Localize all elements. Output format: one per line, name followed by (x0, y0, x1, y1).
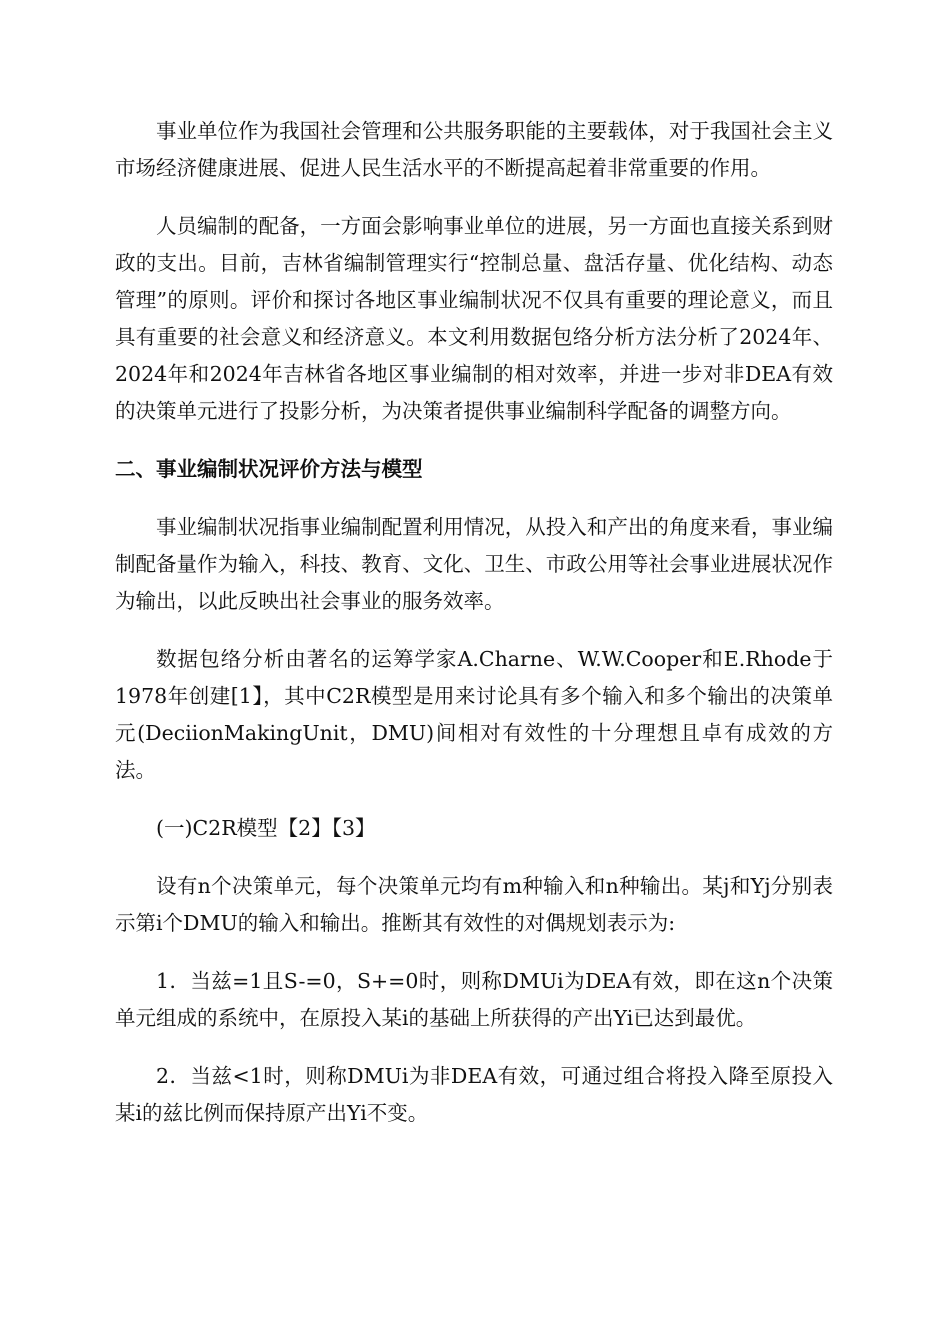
subsection-heading: (一)C2R模型【2】【3】 (156, 816, 376, 840)
section-heading: 二、事业编制状况评价方法与模型 (115, 457, 423, 481)
paragraph-dea-origin: 数据包络分析由著名的运筹学家A.Charne、W.W.Cooper和E.Rhode于1978年创建[1】，其中C2R模型是用来讨论具有多个输入和多个输出的决策单元(DeciionMakingUnit，DMU)间相对有效性的十分理想且卓有成效的方法。 (115, 647, 833, 782)
paragraph-definition: 事业编制状况指事业编制配置利用情况，从投入和产出的角度来看，事业编制配备量作为输入，科技、教育、文化、卫生、市政公用等社会事业进展状况作为输出，以此反映出社会事业的服务效率。 (115, 515, 833, 613)
paragraph-condition-2: 2．当兹<1时，则称DMUi为非DEA有效，可通过组合将投入降至原投入某i的兹比例而保持原产出Yi不变。 (115, 1064, 833, 1125)
document-page (115, 113, 833, 1132)
paragraph-intro: 事业单位作为我国社会管理和公共服务职能的主要载体，对于我国社会主义市场经济健康进展、促进人民生活水平的不断提高起着非常重要的作用。 (115, 119, 833, 180)
paragraph-model-setup: 设有n个决策单元，每个决策单元均有m种输入和n种输出。某j和Yj分别表示第i个DMU的输入和输出。推断其有效性的对偶规划表示为: (115, 874, 833, 935)
paragraph-condition-1: 1．当兹=1且S-=0，S+=0时，则称DMUi为DEA有效，即在这n个决策单元组成的系统中，在原投入某i的基础上所获得的产出Yi已达到最优。 (115, 969, 833, 1030)
paragraph-staffing: 人员编制的配备，一方面会影响事业单位的进展，另一方面也直接关系到财政的支出。目前，吉林省编制管理实行“控制总量、盘活存量、优化结构、动态管理”的原则。评价和探讨各地区事业编制状况不仅具有重要的理论意义，而且具有重要的社会意义和经济意义。本文利用数据包络分析方法分析了2024年、2024年和2024年吉林省各地区事业编制的相对效率，并进一步对非DEA有效的决策单元进行了投影分析，为决策者提供事业编制科学配备的调整方向。 (115, 214, 833, 423)
